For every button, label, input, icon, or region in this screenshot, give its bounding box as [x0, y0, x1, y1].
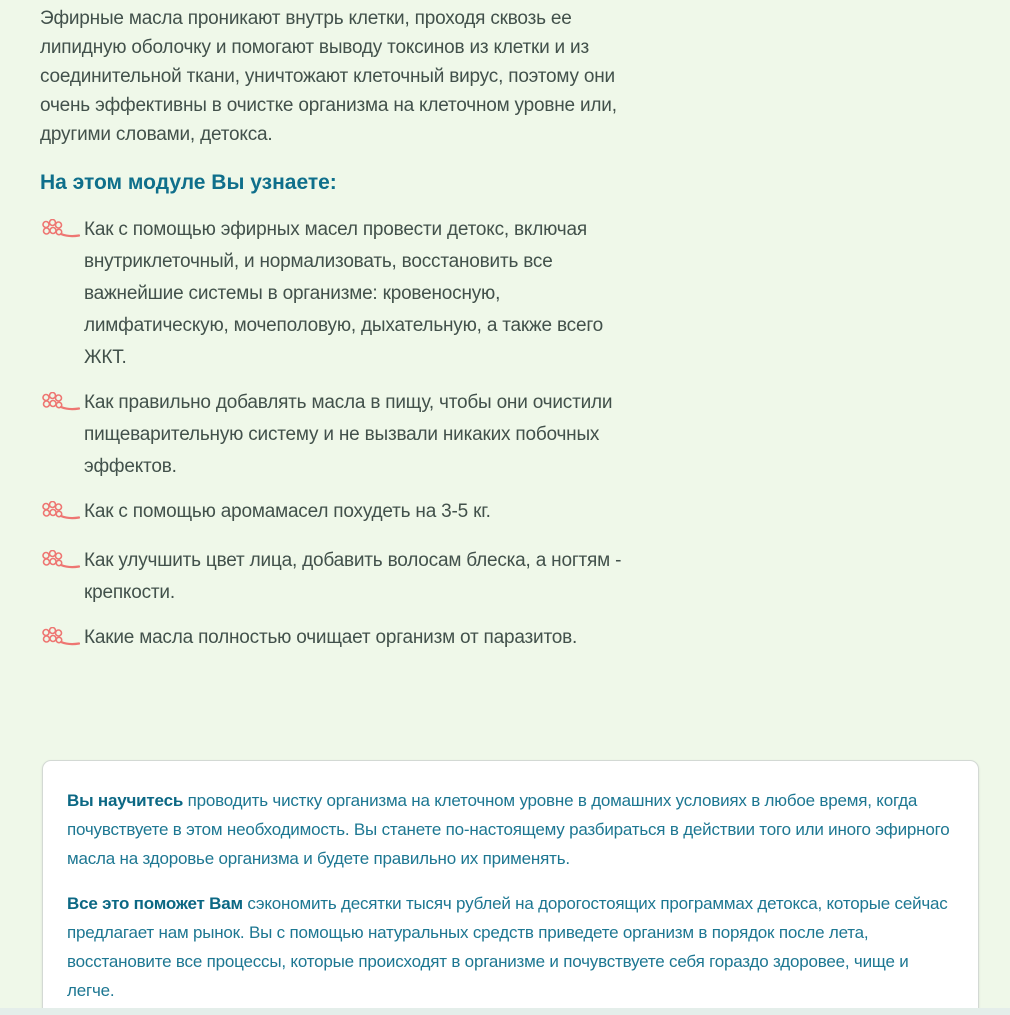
floral-branch-icon — [40, 627, 84, 658]
card-paragraph-text: сэкономить десятки тысяч рублей на дорогостоящих программах детокса, которые сейчас предлагает нам рынок. Вы с помощью натуральных средств приведете организм в порядок после лета, восстановите все процессы, которые происходят в организме и почувствуете себя гораздо здоровее, чище и легче. — [67, 894, 948, 1000]
learn-list — [40, 214, 1010, 658]
list-item-text: Как улучшить цвет лица, добавить волосам блеска, а ногтям - крепкости. — [84, 550, 622, 603]
summary-card — [42, 760, 979, 1015]
module-heading: На этом модуле Вы узнаете: — [40, 171, 337, 194]
list-item-text: Как с помощью аромамасел похудеть на 3-5 кг. — [84, 501, 491, 522]
list-item — [40, 622, 1010, 658]
card-paragraph — [67, 889, 952, 1005]
floral-branch-icon — [40, 550, 84, 581]
list-item — [40, 496, 1010, 532]
intro-paragraph: Эфирные масла проникают внутрь клетки, проходя сквозь ее липидную оболочку и помогают выводу токсинов из клетки и из соединительной ткани, уничтожают клеточный вирус, поэтому они очень эффективны в очистке организма на клеточном уровне или, другими словами, детокса. — [40, 8, 617, 145]
card-paragraph-lead: Все это поможет Вам — [67, 894, 243, 913]
list-item — [40, 387, 1010, 483]
list-item-text: Как с помощью эфирных масел провести детокс, включая внутриклеточный, и нормализовать, восстановить все важнейшие системы в организме: кровеносную, лимфатическую, мочеполовую, дыхательную, а также всего ЖКТ. — [84, 219, 604, 368]
list-item-text: Какие масла полностью очищает организм от паразитов. — [84, 627, 578, 648]
floral-branch-icon — [40, 392, 84, 423]
card-paragraph-text: проводить чистку организма на клеточном уровне в домашних условиях в любое время, когда почувствуете в этом необходимость. Вы станете по-настоящему разбираться в действии того или иного эфирного масла на здоровье организма и будете правильно их применять. — [67, 791, 950, 868]
card-paragraph-lead: Вы научитесь — [67, 791, 184, 810]
card-paragraph — [67, 786, 952, 873]
next-section-edge — [0, 1008, 1010, 1015]
floral-branch-icon — [40, 501, 84, 532]
list-item — [40, 545, 1010, 609]
floral-branch-icon — [40, 219, 84, 250]
list-item — [40, 214, 1010, 374]
list-item-text: Как правильно добавлять масла в пищу, чтобы они очистили пищеварительную систему и не вызвали никаких побочных эффектов. — [84, 392, 613, 477]
